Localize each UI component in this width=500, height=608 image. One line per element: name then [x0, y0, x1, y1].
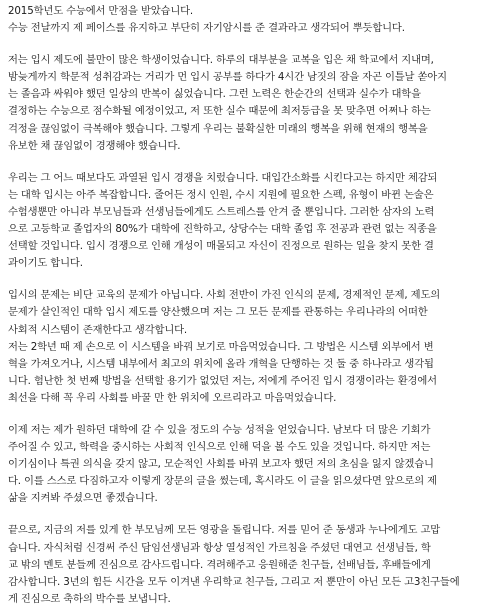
text-line: 최선을 다해 꼭 우리 사회를 바꿀 만 한 위치에 오르리라고 마음먹었습니다.	[8, 391, 337, 404]
text-line: 니다. 험난한 첫 번째 방법을 선택할 용기가 없었던 저는, 저에게 주어진 입시 경쟁이라는 환경에서	[8, 374, 437, 387]
text-line: 걱정을 끊임없이 극복해야 했습니다. 그렇게 우리는 불확실한 미래의 행복을 위해 현재의 행복을	[8, 122, 428, 135]
text-line: 이기심이나 특권 의식을 갖지 않고, 모순적인 사회를 바꿔 보고자 했던 저의 초심을 잃지 않겠습니	[8, 458, 434, 471]
paragraph-resolution	[8, 422, 494, 507]
text-line: 는 대학 입시는 아주 복잡합니다. 줄어든 정시 인원, 수시 지원에 필요한 스펙, 유형이 바뀐 논술은	[8, 188, 434, 201]
text-line: 는 졸음과 싸워야 했던 일상의 반복이 싫었습니다. 그런 노력은 한순간의 선택과 실수가 대학을	[8, 88, 421, 101]
paragraph-system-problem	[8, 287, 494, 407]
paragraph-thanks	[8, 522, 494, 607]
text-line: 유보한 채 끊임없이 경쟁해야 했습니다.	[8, 139, 181, 152]
text-line: 습니다. 자식처럼 신경써 주신 담임선생님과 항상 열성적인 가르침을 주셨던 대연고 선생님들, 학	[8, 541, 431, 554]
text-line: 으로 고등학교 졸업자의 80%가 대학에 진학하고, 상당수는 대학 졸업 후 전공과 관련 없는 직종을	[8, 223, 437, 236]
text-line: 끝으로, 지금의 저를 있게 한 부모님께 모든 영광을 돌립니다. 저를 믿어 준 동생과 누나에게도 고맙	[8, 524, 441, 537]
text-line: 과이기도 합니다.	[8, 257, 83, 270]
text-line: 주어질 수 있고, 학력을 중시하는 사회적 인식으로 인해 덕을 볼 수도 있을 것입니다. 하지만 저는	[8, 441, 431, 454]
text-line: 삶을 지켜봐 주셨으면 좋겠습니다.	[8, 492, 158, 505]
text-line: 다. 이를 스스로 다짐하고자 이렇게 장문의 글을 썼는데, 혹시라도 이 글을 읽으셨다면 앞으로의 제	[8, 475, 437, 488]
text-line: 게 진심으로 축하의 박수를 보냅니다.	[8, 592, 171, 605]
paragraph-competition	[8, 170, 494, 273]
text-line: 교 밖의 멘토 분들께 진심으로 감사드립니다. 격려해주고 응원해준 친구들, 선배님들, 후배들에게	[8, 558, 431, 571]
text-line: 수험생뿐만 아니라 부모님들과 선생님들에게도 스트레스를 안겨 줄 뿐입니다. 그러한 삼자의 노력	[8, 205, 435, 218]
text-line: 저는 2학년 때 제 손으로 이 시스템을 바꿔 보기로 마음먹었습니다. 그 방법은 시스템 외부에서 변	[8, 340, 434, 353]
text-line: 결정하는 수능으로 점수화될 예정이었고, 저 또한 실수 때문에 최저등급을 못 맞추면 어쩌나 하는	[8, 105, 431, 118]
paragraph-dissatisfaction	[8, 52, 494, 155]
text-line: 문제가 살인적인 대학 입시 제도를 양산했으며 저는 그 모든 문제를 관통하는 우리나라의 어떠한	[8, 306, 428, 319]
text-line: 혁을 가져오거나, 시스템 내부에서 최고의 위치에 올라 개혁을 단행하는 것 둘 중 하나라고 생각됩	[8, 357, 434, 370]
text-line: 수능 전날까지 제 페이스를 유지하고 부단히 자기암시를 준 결과라고 생각되어 뿌듯합니다.	[8, 22, 405, 35]
text-line: 이제 저는 제가 원하던 대학에 갈 수 있을 정도의 수능 성적을 얻었습니다. 남보다 더 많은 기회가	[8, 423, 431, 436]
text-line: 감사합니다. 3년의 힘든 시간을 모두 이겨낸 우리학교 친구들, 그리고 저 뿐만이 아닌 모든 고3친구들에	[8, 575, 460, 588]
text-line: 선택할 것입니다. 입시 경쟁으로 인해 개성이 매몰되고 자신이 진정으로 원하는 일을 찾지 못한 결	[8, 240, 434, 253]
text-line: 입시의 문제는 비단 교육의 문제가 아닙니다. 사회 전반이 가진 인식의 문제, 경제적인 문제, 제도의	[8, 289, 441, 302]
text-line: 사회적 시스템이 존재한다고 생각합니다.	[8, 323, 188, 336]
text-line: 우리는 그 어느 때보다도 과열된 입시 경쟁을 치렀습니다. 대입간소화를 시킨다고는 하지만 체감되	[8, 171, 438, 184]
text-line: 저는 입시 제도에 불만이 많은 학생이었습니다. 하루의 대부분을 교복을 입은 채 학교에서 지내며,	[8, 54, 434, 67]
text-line: 밤늦게까지 학문적 성취감과는 거리가 먼 입시 공부를 하다가 4시간 남짓의 잠을 자곤 이틀날 쏟아지	[8, 71, 447, 84]
paragraph-intro	[8, 3, 494, 37]
text-line: 2015학년도 수능에서 만점을 받았습니다.	[8, 5, 194, 17]
